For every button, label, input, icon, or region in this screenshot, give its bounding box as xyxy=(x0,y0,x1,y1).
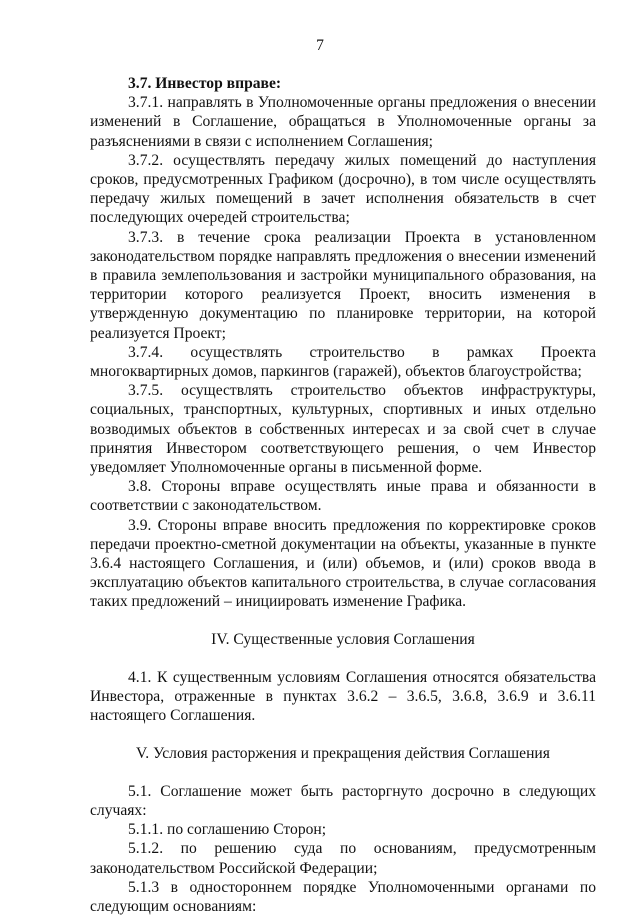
clause-3-7-2: 3.7.2. осуществлять передачу жилых помещений до наступления сроков, предусмотренных Графиком (досрочно), в том числе осуществлять передачу жилых помещений в зачет исполнения обязательств в счет последующих очередей строительства; xyxy=(90,151,596,227)
section-spacer xyxy=(90,763,596,782)
clause-3-7-4: 3.7.4. осуществлять строительство в рамках Проекта многоквартирных домов, паркингов (гаражей), объектов благоустройства; xyxy=(90,343,596,381)
clause-3-9: 3.9. Стороны вправе вносить предложения по корректировке сроков передачи проектно-сметной документации на объекты, указанные в пункте 3.6.4 настоящего Соглашения, и (или) объемов, и (или) сроков ввода в эксплуатацию объектов капитального строительства, в случае согласования таких предложений – инициировать изменение Графика. xyxy=(90,516,596,611)
clause-5-1-2: 5.1.2. по решению суда по основаниям, предусмотренным законодательством Российской Федерации; xyxy=(90,840,596,877)
document-body xyxy=(90,74,596,916)
section-5-heading: V. Условия расторжения и прекращения действия Соглашения xyxy=(136,744,550,762)
section-spacer xyxy=(90,726,596,744)
clause-5-1: 5.1. Соглашение может быть расторгнуто досрочно в следующих случаях: xyxy=(90,782,596,819)
clause-3-7-heading: 3.7. Инвестор вправе: xyxy=(128,75,282,92)
page-number: 7 xyxy=(316,37,324,54)
clause-5-1-1: 5.1.1. по соглашению Сторон; xyxy=(128,821,327,839)
clause-5-1-3: 5.1.3 в одностороннем порядке Уполномоченными органами по следующим основаниям: xyxy=(90,878,596,915)
clause-3-7-1: 3.7.1. направлять в Уполномоченные органы предложения о внесении изменений в Соглашение, обращаться в Уполномоченные органы за разъяснениями в связи с исполнением Соглашения; xyxy=(90,94,596,150)
clause-4-1: 4.1. К существенным условиям Соглашения относятся обязательства Инвестора, отраженные в пунктах 3.6.2 – 3.6.5, 3.6.8, 3.6.9 и 3.6.11 настоящего Соглашения. xyxy=(90,668,596,725)
section-spacer xyxy=(90,649,596,668)
clause-3-7-3: 3.7.3. в течение срока реализации Проекта в установленном законодательством порядке направлять предложения о внесении изменений в правила землепользования и застройки муниципального образования, на территории которого реализуется Проект, вносить изменения в утвержденную документацию по планировке территории, на которой реализуется Проект; xyxy=(90,228,596,342)
clause-3-8: 3.8. Стороны вправе осуществлять иные права и обязанности в соответствии с законодательством. xyxy=(90,478,596,515)
section-spacer xyxy=(90,612,596,630)
section-4-heading: IV. Существенные условия Соглашения xyxy=(211,630,475,648)
clause-3-7-5: 3.7.5. осуществлять строительство объектов инфраструктуры, социальных, транспортных, культурных, спортивных и иных отдельно возводимых объектов в собственных интересах и за свой счет в случае принятия Инвестором соответствующего решения, о чем Инвестор уведомляет Уполномоченные органы в письменной форме. xyxy=(90,382,596,477)
